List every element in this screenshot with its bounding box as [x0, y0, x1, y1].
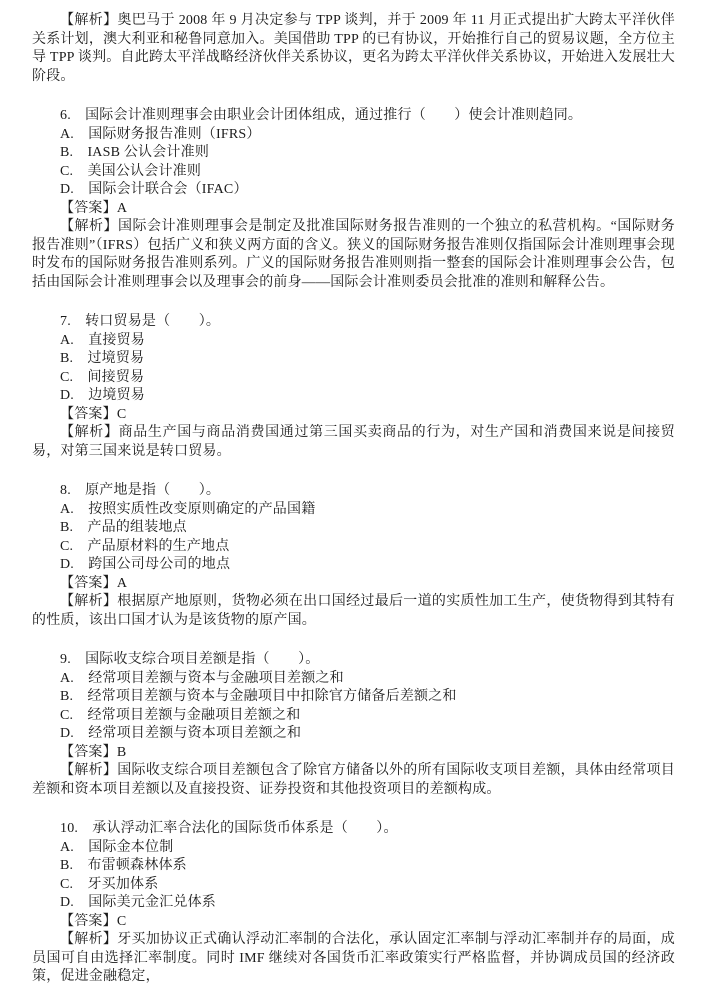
analysis-text: 商品生产国与商品消费国通过第三国买卖商品的行为，对生产国和消费国来说是间接贸易，对第三国来说是转口贸易。	[32, 425, 675, 459]
option-line: A. 直接贸易	[60, 332, 146, 348]
answer-value: C	[116, 913, 127, 929]
options-list	[32, 839, 675, 913]
option-line: A. 国际金本位制	[60, 839, 174, 855]
answer-value: B	[116, 744, 127, 760]
option-line: A. 国际财务报告准则（IFRS）	[60, 126, 261, 142]
intro-analysis-paragraph	[32, 12, 675, 86]
options-list	[32, 670, 675, 744]
option-line: D. 经常项目差额与资本项目差额之和	[60, 726, 302, 741]
analysis-label: 【解析】	[60, 594, 118, 609]
question-stem: 9. 国际收支综合项目差额是指（ ）。	[60, 652, 320, 667]
answer-line	[32, 913, 675, 932]
analysis-text: 国际收支综合项目差额包含了除官方储备以外的所有国际收支项目差额，具体由经常项目差额和资本项目差额以及直接投资、证券投资和其他投资项目的差额构成。	[32, 763, 675, 797]
option-line: B. 过境贸易	[60, 351, 145, 366]
options-list	[32, 126, 675, 200]
options-list	[32, 501, 675, 575]
analysis-paragraph	[32, 762, 675, 799]
analysis-paragraph	[32, 593, 675, 630]
question-block	[32, 482, 675, 630]
question-block	[32, 107, 675, 292]
option-line: B. 产品的组装地点	[60, 520, 187, 535]
option-line: B. 布雷顿森林体系	[60, 858, 187, 873]
analysis-label: 【解析】	[60, 425, 119, 440]
question-stem: 10. 承认浮动汇率合法化的国际货币体系是（ ）。	[60, 821, 398, 836]
option-line: D. 跨国公司母公司的地点	[60, 557, 231, 572]
analysis-label: 【解析】	[60, 932, 118, 947]
option-line: C. 产品原材料的生产地点	[60, 538, 230, 554]
option-line: C. 美国公认会计准则	[60, 163, 202, 179]
analysis-paragraph	[32, 931, 675, 987]
option-line: D. 国际美元金汇兑体系	[60, 895, 217, 910]
option-line: C. 间接贸易	[60, 369, 145, 385]
analysis-text: 牙买加协议正式确认浮动汇率制的合法化，承认固定汇率制与浮动汇率制并存的局面，成员国可自由选择汇率制度。同时 IMF 继续对各国货币汇率政策实行严格监督，并协调成员国的经济政策，促进金融稳定，	[32, 932, 675, 984]
intro-analysis-text: 奥巴马于 2008 年 9 月决定参与 TPP 谈判，并于 2009 年 11 月正式提出扩大跨太平洋伙伴关系计划，澳大利亚和秘鲁同意加入。美国借助 TPP 的已有协议，开始推行自己的贸易议题，全方位主导 TPP 谈判。自此跨太平洋战略经济伙伴关系协议，更名为跨太平洋伙伴关系协议，开始进入发展壮大阶段。	[32, 13, 675, 84]
answer-value: A	[116, 200, 128, 216]
answer-line	[32, 200, 675, 219]
analysis-label: 【解析】	[60, 763, 118, 778]
option-line: B. 经常项目差额与资本与金融项目中扣除官方储备后差额之和	[60, 689, 457, 704]
answer-line	[32, 406, 675, 425]
answer-label: 【答案】	[60, 200, 117, 216]
answer-line	[32, 575, 675, 594]
answer-value: C	[116, 406, 127, 422]
option-line: D. 国际会计联合会（IFAC）	[60, 182, 248, 197]
answer-label: 【答案】	[60, 406, 117, 422]
option-line: C. 牙买加体系	[60, 876, 159, 892]
option-line: C. 经常项目差额与金融项目差额之和	[60, 707, 301, 723]
question-stem: 8. 原产地是指（ ）。	[60, 483, 221, 498]
option-line: A. 按照实质性改变原则确定的产品国籍	[60, 501, 316, 517]
analysis-label: 【解析】	[60, 219, 118, 234]
answer-label: 【答案】	[60, 913, 117, 929]
answer-label: 【答案】	[60, 575, 117, 591]
question-stem: 7. 转口贸易是（ ）。	[60, 314, 221, 329]
option-line: A. 经常项目差额与资本与金融项目差额之和	[60, 670, 344, 686]
question-block	[32, 651, 675, 799]
option-line: D. 边境贸易	[60, 388, 146, 403]
analysis-paragraph	[32, 424, 675, 461]
question-block	[32, 313, 675, 461]
answer-label: 【答案】	[60, 744, 117, 760]
question-block	[32, 820, 675, 987]
analysis-text: 国际会计准则理事会是制定及批准国际财务报告准则的一个独立的私营机构。“国际财务报告准则”（IFRS）包括广义和狭义两方面的含义。狭义的国际财务报告准则仅指国际会计准则理事会现时发布的国际财务报告准则系列。广义的国际财务报告准则则指一整套的国际会计准则理事会公告，包括由国际会计准则理事会以及理事会的前身——国际会计准则委员会批准的准则和解释公告。	[32, 219, 675, 290]
options-list	[32, 332, 675, 406]
analysis-paragraph	[32, 218, 675, 292]
answer-value: A	[116, 575, 128, 591]
analysis-text: 根据原产地原则，货物必须在出口国经过最后一道的实质性加工生产，使货物得到其特有的性质，该出口国才认为是该货物的原产国。	[32, 594, 675, 628]
answer-line	[32, 744, 675, 763]
analysis-label: 【解析】	[60, 13, 118, 28]
option-line: B. IASB 公认会计准则	[60, 145, 210, 160]
question-stem: 6. 国际会计准则理事会由职业会计团体组成，通过推行（ ）使会计准则趋同。	[60, 108, 583, 123]
questions-container	[32, 107, 675, 987]
